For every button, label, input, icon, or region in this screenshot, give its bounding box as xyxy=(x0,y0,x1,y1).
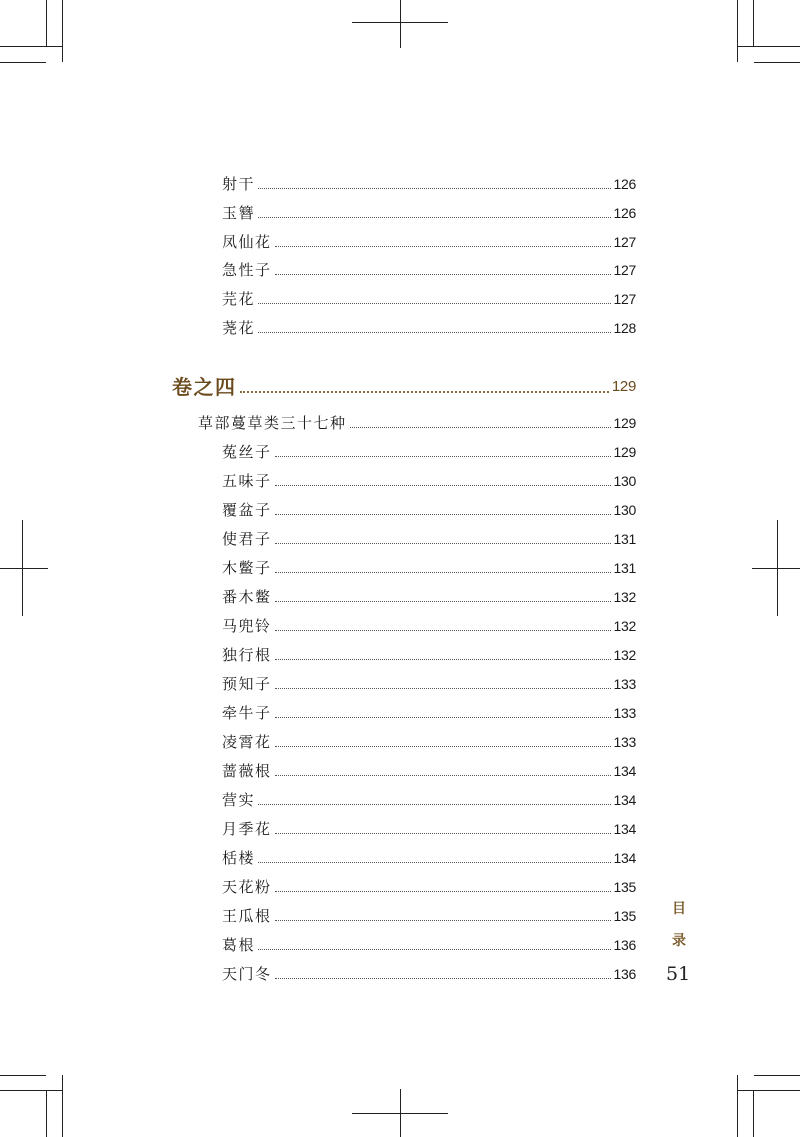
dot-leader xyxy=(350,426,611,428)
dot-leader xyxy=(275,658,611,660)
crop-mark xyxy=(754,62,800,63)
toc-entry-page: 132 xyxy=(613,618,636,634)
dot-leader xyxy=(275,629,611,631)
dot-leader xyxy=(275,919,611,921)
toc-entry-page: 134 xyxy=(613,792,636,808)
dot-leader xyxy=(275,832,611,834)
toc-entry[interactable] xyxy=(222,760,636,782)
toc-entry[interactable] xyxy=(222,673,636,695)
toc-entry-page: 134 xyxy=(613,821,636,837)
toc-entry-title: 芫花 xyxy=(222,290,256,308)
toc-entry-title: 葛根 xyxy=(222,936,256,954)
toc-entry[interactable] xyxy=(222,259,636,281)
toc-entry-page: 131 xyxy=(613,531,636,547)
volume-page: 129 xyxy=(611,378,636,395)
toc-entry-page: 133 xyxy=(613,734,636,750)
toc-entry[interactable] xyxy=(222,557,636,579)
toc-entry-title: 王瓜根 xyxy=(222,907,272,925)
toc-entry-page: 130 xyxy=(613,473,636,489)
toc-entry-title: 荛花 xyxy=(222,319,256,337)
dot-leader xyxy=(275,977,611,979)
dot-leader xyxy=(275,513,611,515)
toc-entry-page: 127 xyxy=(613,234,636,250)
toc-entry-page: 133 xyxy=(613,676,636,692)
crop-mark xyxy=(0,46,62,47)
toc-entry-title: 玉簪 xyxy=(222,204,256,222)
toc-entry-title: 牵牛子 xyxy=(222,704,272,722)
crop-mark xyxy=(0,568,48,569)
crop-mark xyxy=(738,46,800,47)
crop-mark xyxy=(752,568,800,569)
toc-entry[interactable] xyxy=(222,847,636,869)
toc-entry-page: 135 xyxy=(613,879,636,895)
crop-mark xyxy=(737,0,738,62)
crop-mark xyxy=(352,1113,448,1114)
toc-entry[interactable] xyxy=(222,644,636,666)
dot-leader xyxy=(275,455,611,457)
toc-entry-page: 126 xyxy=(613,176,636,192)
toc-entry[interactable] xyxy=(222,231,636,253)
toc-entry[interactable] xyxy=(222,789,636,811)
side-label-char: 录 xyxy=(672,933,686,949)
toc-entry-title: 马兜铃 xyxy=(222,617,272,635)
toc-entry-title: 菟丝子 xyxy=(222,443,272,461)
toc-volume-heading[interactable] xyxy=(172,372,636,402)
toc-entry-title: 使君子 xyxy=(222,530,272,548)
crop-mark xyxy=(753,0,754,46)
toc-entry-page: 128 xyxy=(613,320,636,336)
dot-leader xyxy=(258,216,611,218)
toc-entry-title: 栝楼 xyxy=(222,849,256,867)
toc-entry-page: 132 xyxy=(613,589,636,605)
toc-entry-title: 预知子 xyxy=(222,675,272,693)
toc-entry[interactable] xyxy=(222,470,636,492)
dot-leader xyxy=(275,716,611,718)
toc-entry[interactable] xyxy=(222,818,636,840)
toc-entry[interactable] xyxy=(222,934,636,956)
crop-mark xyxy=(737,1075,738,1137)
volume-title: 卷之四 xyxy=(172,375,237,399)
crop-mark xyxy=(400,0,401,48)
toc-entry-page: 130 xyxy=(613,502,636,518)
page-number: 51 xyxy=(666,963,691,985)
toc-entry[interactable] xyxy=(222,963,636,985)
toc-entry-title: 番木鳖 xyxy=(222,588,272,606)
toc-entry-title: 凌霄花 xyxy=(222,733,272,751)
toc-entry[interactable] xyxy=(222,288,636,310)
toc-entry-page: 134 xyxy=(613,850,636,866)
toc-entry-title: 凤仙花 xyxy=(222,233,272,251)
crop-mark xyxy=(46,0,47,46)
crop-mark xyxy=(62,0,63,62)
toc-entry-title: 天花粉 xyxy=(222,878,272,896)
toc-entry[interactable] xyxy=(222,905,636,927)
toc-entry-page: 129 xyxy=(613,444,636,460)
dot-leader xyxy=(275,687,611,689)
dot-leader xyxy=(275,571,611,573)
toc-entry-title: 五味子 xyxy=(222,472,272,490)
dot-leader xyxy=(258,803,611,805)
toc-entry-title: 蔷薇根 xyxy=(222,762,272,780)
toc-entry-title: 独行根 xyxy=(222,646,272,664)
dot-leader xyxy=(275,245,611,247)
dot-leader xyxy=(275,484,611,486)
toc-section-heading[interactable] xyxy=(198,412,636,434)
dot-leader xyxy=(275,273,611,275)
toc-entry-page: 132 xyxy=(613,647,636,663)
side-label-char: 目 xyxy=(672,901,686,917)
toc-entry-title: 天门冬 xyxy=(222,965,272,983)
toc-entry-title: 营实 xyxy=(222,791,256,809)
crop-mark xyxy=(0,62,46,63)
crop-mark xyxy=(753,1091,754,1137)
dot-leader xyxy=(258,187,611,189)
toc-entry-page: 136 xyxy=(613,966,636,982)
toc-entry[interactable] xyxy=(222,202,636,224)
dot-leader xyxy=(275,542,611,544)
dot-leader xyxy=(275,600,611,602)
toc-entry-title: 覆盆子 xyxy=(222,501,272,519)
dot-leader xyxy=(258,861,611,863)
crop-mark xyxy=(0,1075,46,1076)
toc-entry-page: 134 xyxy=(613,763,636,779)
section-title: 草部蔓草类三十七种 xyxy=(198,414,347,432)
crop-mark xyxy=(62,1075,63,1137)
dot-leader xyxy=(275,890,611,892)
toc-entry-title: 月季花 xyxy=(222,820,272,838)
toc-entry[interactable] xyxy=(222,528,636,550)
section-page: 129 xyxy=(613,415,636,431)
dot-leader xyxy=(275,745,611,747)
dot-leader xyxy=(258,948,611,950)
toc-entry[interactable] xyxy=(222,173,636,195)
toc-entry-page: 136 xyxy=(613,937,636,953)
toc-entry[interactable] xyxy=(222,731,636,753)
toc-entry-page: 126 xyxy=(613,205,636,221)
toc-entry-page: 133 xyxy=(613,705,636,721)
toc-entry[interactable] xyxy=(222,586,636,608)
toc-entry[interactable] xyxy=(222,702,636,724)
crop-mark xyxy=(352,22,448,23)
dot-leader xyxy=(275,774,611,776)
toc-entry[interactable] xyxy=(222,441,636,463)
dot-leader xyxy=(240,390,609,393)
crop-mark xyxy=(754,1075,800,1076)
toc-entry-page: 127 xyxy=(613,262,636,278)
toc-entry[interactable] xyxy=(222,499,636,521)
crop-mark xyxy=(46,1091,47,1137)
toc-entry-page: 131 xyxy=(613,560,636,576)
crop-mark xyxy=(738,1090,800,1091)
toc-entry-page: 135 xyxy=(613,908,636,924)
toc-entry[interactable] xyxy=(222,317,636,339)
toc-entry[interactable] xyxy=(222,876,636,898)
toc-entry-page: 127 xyxy=(613,291,636,307)
toc-entry[interactable] xyxy=(222,615,636,637)
dot-leader xyxy=(258,302,611,304)
toc-entry-title: 射干 xyxy=(222,175,256,193)
toc-entry-title: 急性子 xyxy=(222,261,272,279)
toc-entry-title: 木鳖子 xyxy=(222,559,272,577)
crop-mark xyxy=(0,1090,62,1091)
dot-leader xyxy=(258,331,611,333)
